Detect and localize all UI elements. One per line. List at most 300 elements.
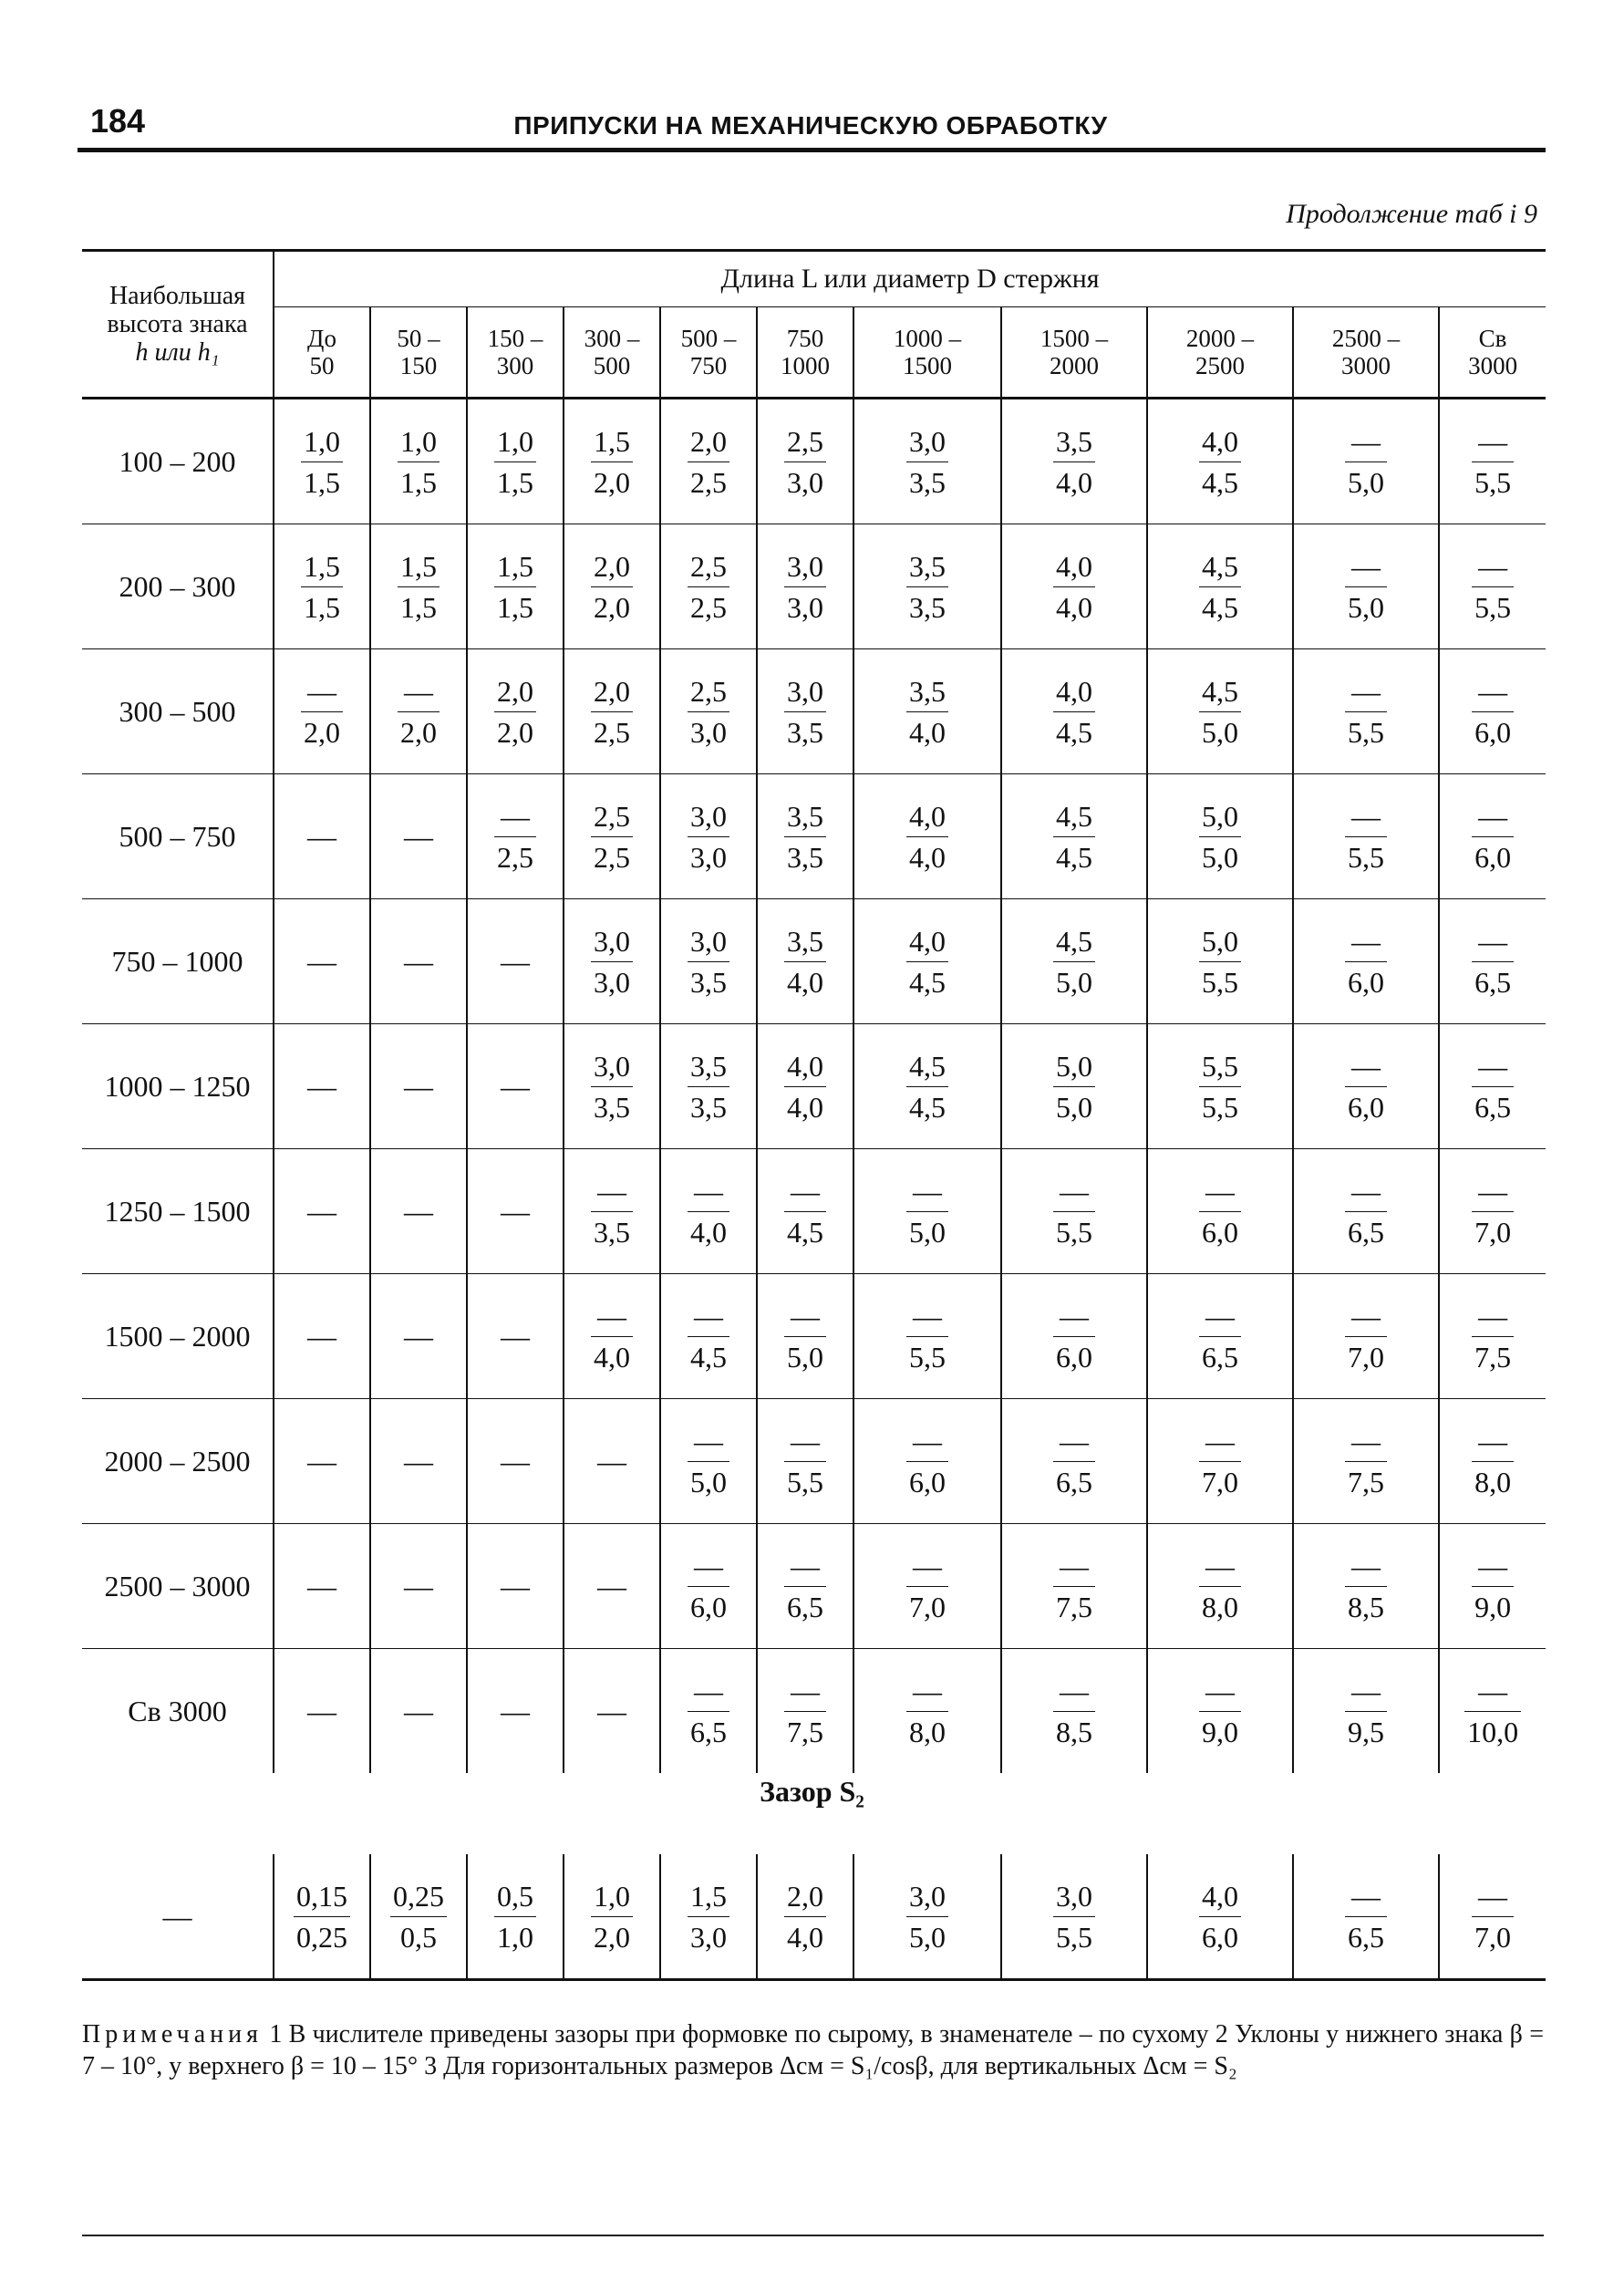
table-cell [467,399,564,524]
denominator-value: 5,0 [909,1920,946,1954]
table-cell [370,1524,467,1649]
table-row [82,524,1546,649]
cell-value: — [597,1569,626,1602]
table-cell [853,1649,1001,1774]
denominator-value: 2,5 [594,715,630,749]
column-header-line: 150 – [487,325,543,352]
table-cell [1439,899,1546,1024]
denominator-value: 6,5 [1474,1090,1512,1124]
table-cell [757,1524,853,1649]
running-title: ПРИПУСКИ НА МЕХАНИЧЕСКУЮ ОБРАБОТКУ [513,111,1108,140]
fraction [1345,1171,1387,1252]
denominator-value: 3,5 [909,465,946,499]
table-cell [660,1274,757,1399]
table-cell [1439,1274,1546,1399]
denominator-value: 2,5 [690,465,727,499]
fraction [688,1546,729,1627]
table-cell [467,649,564,774]
fraction [398,421,440,503]
numerator-value: — [494,796,536,837]
cell-value: — [501,1694,530,1727]
fraction [301,421,343,503]
column-header-line: 750 [786,325,824,352]
denominator-value: 4,0 [787,1920,823,1954]
denominator-value: 6,0 [909,1465,946,1499]
numerator-value: 4,5 [1199,671,1241,712]
numerator-value: 4,0 [906,796,948,837]
fraction [1472,671,1514,752]
numerator-value: 3,0 [906,421,948,462]
cell-value: — [404,944,433,978]
page-number: 184 [90,102,146,140]
gap-table [82,1854,1546,1981]
table-cell [1439,774,1546,899]
fraction [1345,1876,1387,1957]
table-cell [853,1524,1001,1649]
table-cell [1293,649,1439,774]
numerator-value: — [784,1171,826,1212]
fraction [1053,1046,1095,1127]
fraction [688,1296,729,1377]
denominator-value: 6,0 [1202,1920,1238,1954]
denominator-value: 5,0 [909,1215,946,1249]
fraction [1345,421,1387,503]
fraction [1345,921,1387,1002]
fraction [688,1671,729,1752]
row-header-cell [82,251,274,399]
denominator-value: 2,0 [400,715,437,749]
column-header [757,307,853,399]
table-cell [1001,1274,1147,1399]
denominator-value: 3,0 [594,965,630,999]
denominator-value: 6,5 [1202,1340,1238,1374]
numerator-value: 0,5 [494,1876,536,1917]
table-cell [274,1524,370,1649]
header-rule [78,148,1546,152]
denominator-value: 1,5 [304,590,340,624]
numerator-value: 3,5 [784,796,826,837]
denominator-value: 2,5 [497,840,533,874]
fraction [591,1171,633,1252]
gap-cell [274,1854,370,1980]
numerator-value: 3,0 [688,921,729,962]
numerator-value: — [906,1546,948,1587]
fraction [1199,1046,1241,1127]
denominator-value: 4,5 [909,965,946,999]
cell-value: — [501,1569,530,1602]
table-cell [1439,1024,1546,1149]
denominator-value: 7,0 [909,1590,946,1623]
table-cell [1147,1524,1293,1649]
table-cell [757,1149,853,1274]
table-cell [1439,524,1546,649]
fraction [1199,421,1241,503]
denominator-value: 7,5 [1056,1590,1092,1623]
denominator-value: 6,0 [1348,1090,1384,1124]
fraction [784,546,826,627]
gap-cell [757,1854,853,1980]
fraction [906,921,948,1002]
denominator-value: 3,5 [594,1215,630,1249]
table-cell [370,1399,467,1524]
numerator-value: 4,5 [1053,796,1095,837]
fraction [688,671,729,752]
fraction [784,421,826,503]
table-row [82,1649,1546,1774]
cell-value: — [501,944,530,978]
table-cell [370,649,467,774]
numerator-value: — [301,671,343,712]
numerator-value: 1,0 [494,421,536,462]
fraction [294,1876,350,1957]
denominator-value: 5,5 [1202,1090,1238,1124]
column-header [660,307,757,399]
numerator-value: — [906,1421,948,1462]
denominator-value: 1,5 [400,465,437,499]
fraction [1199,1876,1241,1957]
fraction [688,421,729,503]
denominator-value: 5,0 [1056,1090,1092,1124]
numerator-value: 2,5 [688,671,729,712]
denominator-value: 4,0 [1056,465,1092,499]
denominator-value: 5,0 [1202,715,1238,749]
denominator-value: 5,5 [787,1465,823,1499]
denominator-value: 7,5 [1348,1465,1384,1499]
length-diameter-header: Длина L или диаметр D стержня [274,251,1546,307]
numerator-value: — [1472,671,1514,712]
row-label: 1500 – 2000 [82,1274,274,1399]
fraction [906,671,948,752]
table-cell [853,399,1001,524]
table-cell [1147,649,1293,774]
table-cell [757,899,853,1024]
fraction [1199,1171,1241,1252]
denominator-value: 4,5 [1202,590,1238,624]
cell-value: — [307,1069,336,1103]
numerator-value: — [906,1171,948,1212]
denominator-value: 9,0 [1202,1715,1238,1748]
numerator-value: 2,0 [494,671,536,712]
cell-value: — [307,1569,336,1602]
numerator-value: 1,5 [301,546,343,587]
denominator-value: 8,0 [909,1715,946,1748]
fraction [1472,1046,1514,1127]
column-header-line: 300 – [584,325,640,352]
fraction [1472,921,1514,1002]
gap-section-title: Зазор S₂ [760,1775,864,1808]
fraction [906,1296,948,1377]
numerator-value: 1,5 [688,1876,729,1917]
table-cell [853,899,1001,1024]
column-header-line: 750 [689,352,728,379]
column-header-line: 500 – [680,325,737,352]
denominator-value: 4,5 [1056,840,1092,874]
fraction [301,546,343,627]
numerator-value: — [784,1546,826,1587]
table-cell [1147,1149,1293,1274]
table-cell [467,899,564,1024]
column-header-line: 1000 – [893,325,962,352]
column-header [370,307,467,399]
numerator-value: 0,15 [294,1876,350,1917]
table-cell [853,1149,1001,1274]
table-cell [1147,1399,1293,1524]
table-cell [1293,1649,1439,1774]
numerator-value: 5,5 [1199,1046,1241,1087]
denominator-value: 5,5 [1474,590,1512,624]
cell-value: — [404,1194,433,1228]
cell-value: — [307,1319,336,1353]
table-cell [467,1649,564,1774]
table-cell [1147,399,1293,524]
table-cell [660,1024,757,1149]
numerator-value: — [1472,796,1514,837]
numerator-value: 3,0 [591,1046,633,1087]
table-cell [1001,1649,1147,1774]
table-cell [467,1274,564,1399]
allowance-table [82,249,1546,1773]
denominator-value: 3,5 [690,1090,727,1124]
fraction [1053,921,1095,1002]
denominator-value: 4,0 [594,1340,630,1374]
numerator-value: 3,0 [784,671,826,712]
fraction [591,1876,633,1957]
table-cell [1439,1399,1546,1524]
table-cell [274,1649,370,1774]
table-cell [757,774,853,899]
column-header-line: 50 – [397,325,440,352]
fraction [398,671,440,752]
fraction [1053,1421,1095,1502]
table-row [82,1024,1546,1149]
fraction [494,546,536,627]
numerator-value: — [1053,1671,1095,1712]
fraction [906,796,948,877]
table-cell [274,524,370,649]
table-cell [467,774,564,899]
denominator-value: 6,0 [1202,1215,1238,1249]
numerator-value: 2,0 [688,421,729,462]
table-cell [564,1649,660,1774]
denominator-value: 6,5 [1056,1465,1092,1499]
table-cell [660,774,757,899]
fraction [1199,921,1241,1002]
fraction [688,1171,729,1252]
cell-value: — [404,1319,433,1353]
column-header-line: 1000 [781,352,830,379]
column-header [467,307,564,399]
denominator-value: 7,0 [1202,1465,1238,1499]
fraction [784,1296,826,1377]
fraction [591,796,633,877]
table-cell [660,524,757,649]
fraction [591,421,633,503]
denominator-value: 3,0 [690,1920,727,1954]
row-label: Св 3000 [128,1694,227,1727]
cell-value: — [404,819,433,853]
denominator-value: 3,5 [787,840,823,874]
table-cell [853,1024,1001,1149]
table-cell [274,1024,370,1149]
numerator-value: 2,5 [784,421,826,462]
denominator-value: 3,5 [690,965,727,999]
numerator-value: — [591,1296,633,1337]
denominator-value: 5,5 [1056,1920,1092,1954]
table-cell [1293,1399,1439,1524]
column-header-line: 300 [496,352,534,379]
denominator-value: 4,0 [1056,590,1092,624]
table-cell [1001,399,1147,524]
numerator-value: 4,0 [1199,421,1241,462]
denominator-value: 6,5 [787,1590,823,1623]
fraction [688,796,729,877]
column-header [274,307,370,399]
fraction [784,1546,826,1627]
denominator-value: 1,0 [497,1920,533,1954]
table-cell [564,1149,660,1274]
table-cell [370,1649,467,1774]
column-header [564,307,660,399]
fraction [1199,1296,1241,1377]
table-row [82,1524,1546,1649]
fraction [1345,671,1387,752]
fraction [591,1046,633,1127]
column-header-line: 2500 – [1331,325,1401,352]
table-cell [564,1024,660,1149]
denominator-value: 5,5 [1056,1215,1092,1249]
cell-value: — [307,1694,336,1727]
fraction [688,921,729,1002]
numerator-value: 0,25 [390,1876,447,1917]
gap-cell [564,1854,660,1980]
table-cell [660,399,757,524]
numerator-value: — [1472,1296,1514,1337]
numerator-value: — [1053,1171,1095,1212]
numerator-value: — [1345,421,1387,462]
table-notes [82,2018,1544,2082]
denominator-value: 6,0 [1056,1340,1092,1374]
fraction [1053,1876,1095,1957]
gap-cell [660,1854,757,1980]
fraction [784,1876,826,1957]
fraction [591,671,633,752]
numerator-value: — [591,1171,633,1212]
table-cell [1293,1524,1439,1649]
table-row [82,1399,1546,1524]
denominator-value: 6,0 [1474,715,1512,749]
table-cell [1293,774,1439,899]
denominator-value: 2,5 [594,840,630,874]
denominator-value: 1,5 [400,590,437,624]
denominator-value: 4,5 [690,1340,727,1374]
numerator-value: — [1345,921,1387,962]
denominator-value: 6,0 [1348,965,1384,999]
numerator-value: — [1053,1546,1095,1587]
table-cell [467,1399,564,1524]
table-cell [370,1274,467,1399]
numerator-value: 3,0 [906,1876,948,1917]
numerator-value: — [1472,1876,1514,1917]
fraction [1472,1296,1514,1377]
numerator-value: 2,0 [591,546,633,587]
numerator-value: 1,0 [398,421,440,462]
table-cell [757,649,853,774]
numerator-value: 3,5 [784,921,826,962]
numerator-value: 3,5 [688,1046,729,1087]
column-header [1147,307,1293,399]
fraction [688,1876,729,1957]
cell-value: — [404,1569,433,1602]
cell-value: — [597,1694,626,1727]
table-row [82,649,1546,774]
cell-value: — [501,1319,530,1353]
denominator-value: 3,0 [690,715,727,749]
cell-value: — [404,1444,433,1478]
table-cell [1001,899,1147,1024]
numerator-value: 1,5 [398,546,440,587]
fraction [1345,1296,1387,1377]
cell-value: — [501,1069,530,1103]
numerator-value: — [398,671,440,712]
row-header-line: высота знака [107,310,248,338]
denominator-value: 6,5 [1474,965,1512,999]
table-cell [274,1149,370,1274]
numerator-value: — [1345,1421,1387,1462]
fraction [1053,1171,1095,1252]
fraction [1199,671,1241,752]
table-cell [370,1149,467,1274]
table-cell [564,1524,660,1649]
table-cell [467,1149,564,1274]
table-cell [274,1399,370,1524]
gap-cell [370,1854,467,1980]
table-cell [1147,524,1293,649]
denominator-value: 5,0 [787,1340,823,1374]
numerator-value: 3,0 [688,796,729,837]
column-header-line: 2500 [1195,352,1245,379]
gap-cell [853,1854,1001,1980]
fraction [1345,1671,1387,1752]
table-cell [1293,399,1439,524]
column-header-line: 1500 [903,352,952,379]
numerator-value: 4,0 [1053,671,1095,712]
fraction [494,796,536,877]
numerator-value: — [1345,1671,1387,1712]
gap-row [82,1854,1546,1980]
column-header-line: 3000 [1341,352,1391,379]
numerator-value: 4,0 [1199,1876,1241,1917]
gap-cell [1147,1854,1293,1980]
fraction [906,1546,948,1627]
numerator-value: 2,0 [591,671,633,712]
fraction [1345,1546,1387,1627]
denominator-value: 4,0 [690,1215,727,1249]
fraction [1345,796,1387,877]
fraction [906,1046,948,1127]
denominator-value: 2,5 [690,590,727,624]
denominator-value: 3,5 [787,715,823,749]
column-header-line: 500 [593,352,631,379]
table-continuation-label: Продолжение таб і 9 [1286,199,1537,229]
fraction [1053,796,1095,877]
table-cell [370,1024,467,1149]
fraction [591,921,633,1002]
numerator-value: — [906,1671,948,1712]
table-row [82,1149,1546,1274]
fraction [784,1671,826,1752]
numerator-value: 3,5 [906,546,948,587]
notes-text: 1 В числителе приведены зазоры при формовке по сырому, в знаменателе – по сухому 2 Уклоны у нижнего знака β = 7 – 10°, у верхнего β = 10 – 15° 3 Для горизонтальных размеров Δсм = S₁/cosβ, для вертикальных Δсм = S₂ [82,2020,1544,2080]
